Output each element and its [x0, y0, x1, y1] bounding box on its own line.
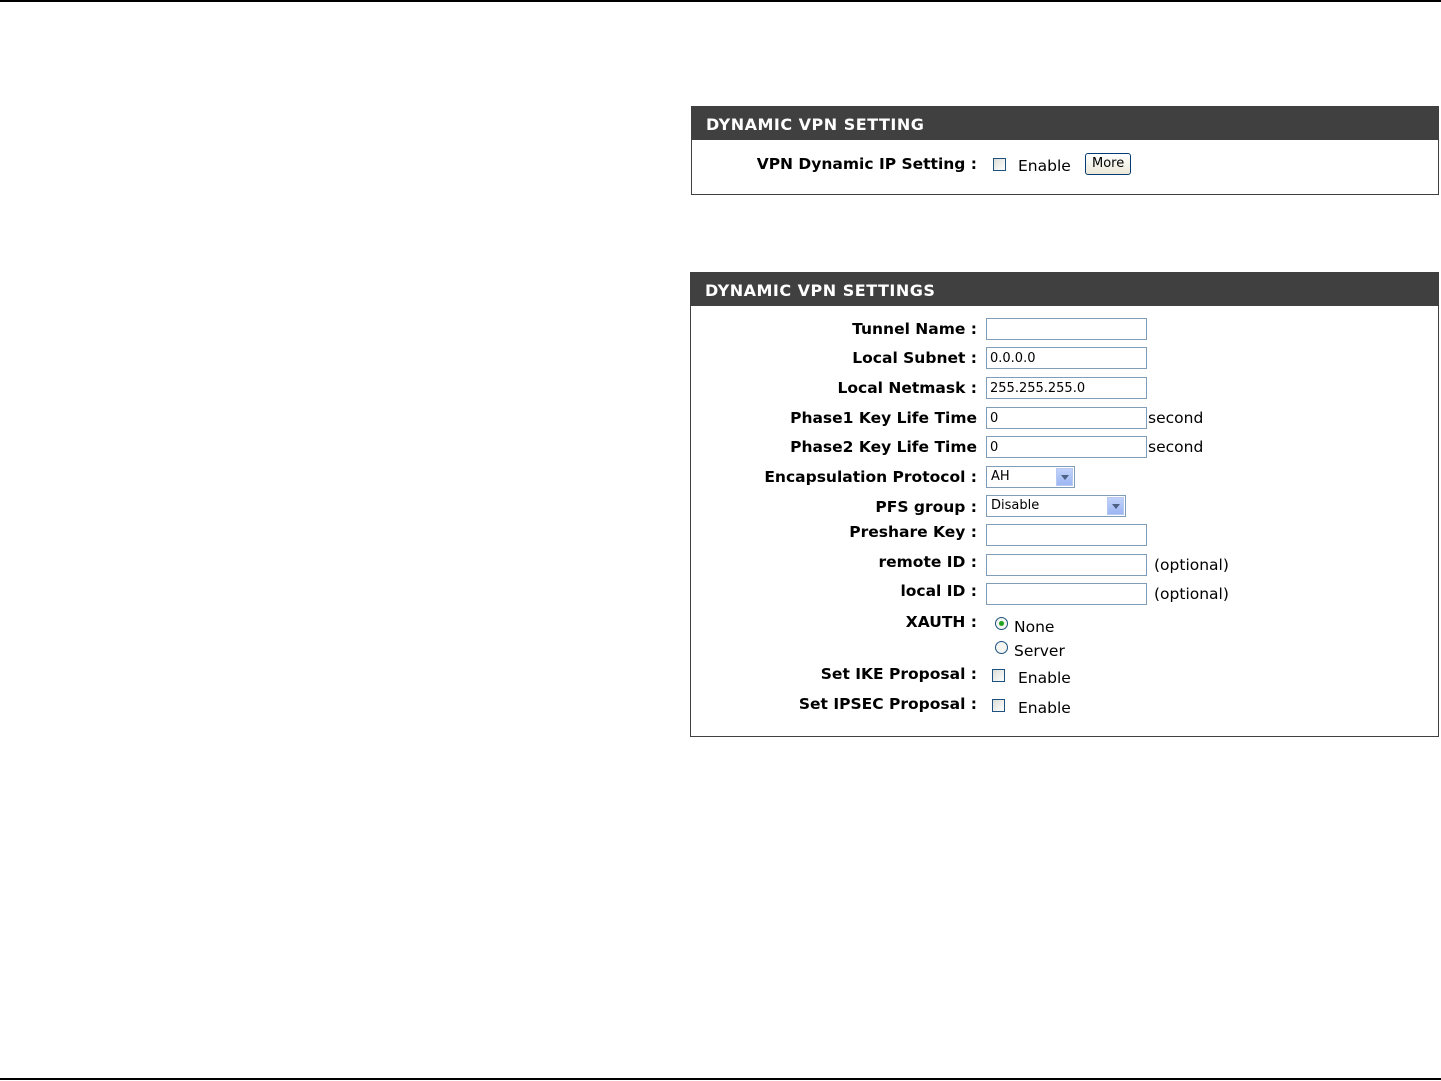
phase1-key-life-input[interactable] [986, 407, 1147, 429]
encapsulation-row [691, 465, 1438, 491]
phase2-label: Phase2 Key Life Time [790, 438, 977, 456]
encapsulation-label: Encapsulation Protocol : [764, 468, 977, 486]
local-subnet-input[interactable] [986, 347, 1147, 369]
tunnel-name-label: Tunnel Name : [852, 320, 977, 338]
ipsec-proposal-label: Set IPSEC Proposal : [798, 695, 977, 713]
ike-proposal-label: Set IKE Proposal : [820, 665, 977, 683]
encapsulation-protocol-select[interactable] [986, 466, 1075, 488]
pfs-group-selected-value: Disable [991, 498, 1040, 513]
phase1-row [691, 406, 1438, 432]
pfs-group-row [691, 495, 1438, 521]
local-id-note: (optional) [1154, 585, 1229, 603]
bottom-rule [0, 1078, 1441, 1080]
encapsulation-selected-value: AH [991, 469, 1010, 484]
more-button[interactable]: More [1085, 153, 1131, 175]
ike-proposal-row [691, 663, 1438, 689]
local-id-label: local ID : [900, 582, 977, 600]
phase2-key-life-input[interactable] [986, 436, 1147, 458]
phase2-unit: second [1148, 438, 1204, 456]
xauth-row [691, 610, 1438, 662]
dynamic-vpn-settings-panel [690, 272, 1439, 737]
local-netmask-label: Local Netmask : [837, 379, 977, 397]
ike-proposal-enable-label: Enable [1018, 669, 1071, 687]
vpn-dynamic-ip-label: VPN Dynamic IP Setting : [756, 155, 977, 173]
remote-id-row [691, 552, 1438, 578]
chevron-down-icon [1056, 468, 1073, 486]
preshare-key-label: Preshare Key : [849, 523, 977, 541]
remote-id-note: (optional) [1154, 556, 1229, 574]
xauth-server-radio[interactable] [995, 641, 1008, 654]
local-id-row [691, 581, 1438, 607]
pfs-group-label: PFS group : [875, 498, 977, 516]
xauth-none-radio[interactable] [995, 617, 1008, 630]
ipsec-proposal-enable-checkbox[interactable] [992, 699, 1005, 712]
phase2-row [691, 435, 1438, 461]
preshare-key-row [691, 522, 1438, 548]
tunnel-name-row [691, 317, 1438, 343]
pfs-group-select[interactable] [986, 495, 1126, 517]
vpn-dynamic-ip-row [692, 152, 1438, 178]
tunnel-name-input[interactable] [986, 318, 1147, 340]
local-subnet-label: Local Subnet : [852, 349, 977, 367]
panel-title: DYNAMIC VPN SETTING [692, 107, 1438, 140]
phase1-unit: second [1148, 409, 1204, 427]
preshare-key-input[interactable] [986, 524, 1147, 546]
phase1-label: Phase1 Key Life Time [790, 409, 977, 427]
local-id-input[interactable] [986, 583, 1147, 605]
dynamic-vpn-setting-panel [691, 106, 1439, 195]
remote-id-label: remote ID : [878, 553, 977, 571]
chevron-down-icon [1107, 497, 1124, 515]
vpn-dynamic-ip-enable-label: Enable [1018, 157, 1071, 175]
xauth-label: XAUTH : [905, 613, 977, 631]
vpn-dynamic-ip-enable-checkbox[interactable] [993, 158, 1006, 171]
remote-id-input[interactable] [986, 554, 1147, 576]
local-netmask-row [691, 376, 1438, 402]
ipsec-proposal-enable-label: Enable [1018, 699, 1071, 717]
panel-title: DYNAMIC VPN SETTINGS [691, 273, 1438, 306]
local-subnet-row [691, 346, 1438, 372]
top-rule [0, 0, 1441, 2]
xauth-server-label: Server [1014, 642, 1065, 660]
ipsec-proposal-row [691, 693, 1438, 719]
ike-proposal-enable-checkbox[interactable] [992, 669, 1005, 682]
xauth-none-label: None [1014, 618, 1055, 636]
local-netmask-input[interactable] [986, 377, 1147, 399]
